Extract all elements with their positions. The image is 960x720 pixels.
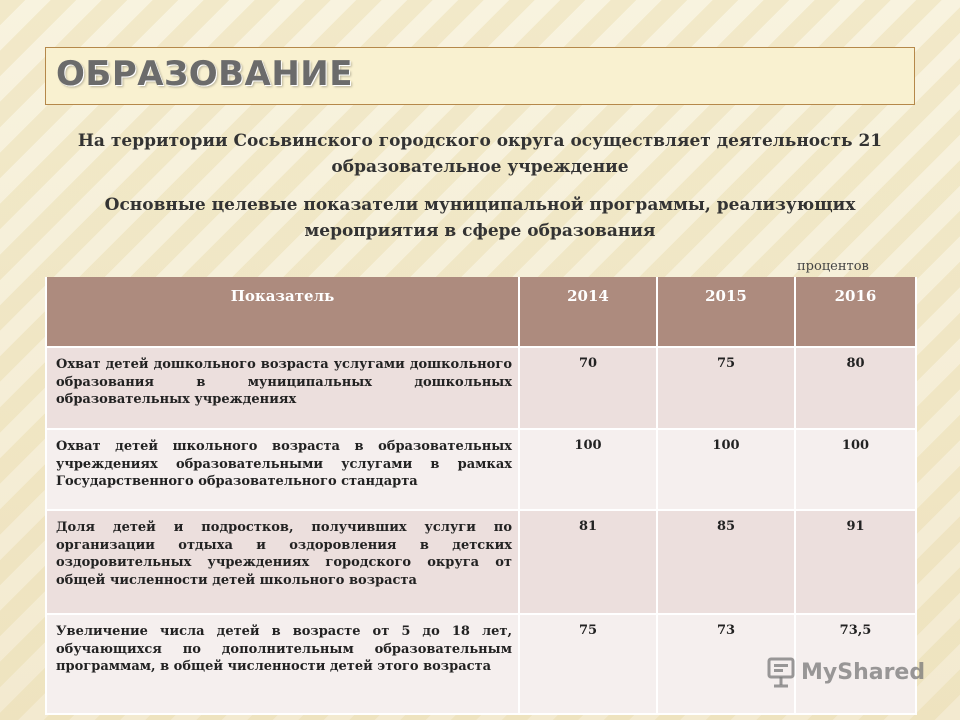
indicator-cell: Охват детей школьного возраста в образовательных учреждениях образовательными услугами в рамках Государственного образовательного стандарта	[46, 429, 519, 510]
value-2016: 73,5	[795, 614, 916, 714]
header-2016: 2016	[795, 277, 916, 347]
slide-title: ОБРАЗОВАНИЕ	[56, 54, 353, 94]
subtitle-text: Основные целевые показатели муниципальной программы, реализующих мероприятия в сфере образования	[104, 195, 856, 241]
header-2014: 2014	[519, 277, 657, 347]
value-2016: 100	[795, 429, 916, 510]
table-header-row	[46, 277, 916, 347]
value-2015: 100	[657, 429, 795, 510]
value-2015: 85	[657, 510, 795, 614]
value-2015: 75	[657, 347, 795, 429]
watermark	[767, 656, 925, 688]
units-label: процентов	[797, 259, 869, 274]
value-2014: 81	[519, 510, 657, 614]
title-box	[45, 47, 915, 105]
indicators-table	[45, 277, 917, 715]
presentation-icon	[767, 656, 795, 688]
header-2015: 2015	[657, 277, 795, 347]
value-2016: 80	[795, 347, 916, 429]
table-row	[46, 347, 916, 429]
value-2016: 91	[795, 510, 916, 614]
header-indicator: Показатель	[46, 277, 519, 347]
value-2014: 75	[519, 614, 657, 714]
intro-text: На территории Сосьвинского городского округа осуществляет деятельность 21 образовательное учреждение	[77, 131, 883, 177]
table-row	[46, 510, 916, 614]
indicator-cell: Увеличение числа детей в возрасте от 5 до 18 лет, обучающихся по дополнительным образовательным программам, в общей численности детей этого возраста	[46, 614, 519, 714]
table-row	[46, 429, 916, 510]
value-2015: 73	[657, 614, 795, 714]
indicator-cell: Охват детей дошкольного возраста услугами дошкольного образования в муниципальных дошкольных образовательных учреждениях	[46, 347, 519, 429]
value-2014: 70	[519, 347, 657, 429]
watermark-text: MyShared	[801, 659, 926, 685]
indicator-cell: Доля детей и подростков, получивших услуги по организации отдыха и оздоровления в детских оздоровительных учреждениях городского округа от общей численности детей школьного возраста	[46, 510, 519, 614]
value-2014: 100	[519, 429, 657, 510]
